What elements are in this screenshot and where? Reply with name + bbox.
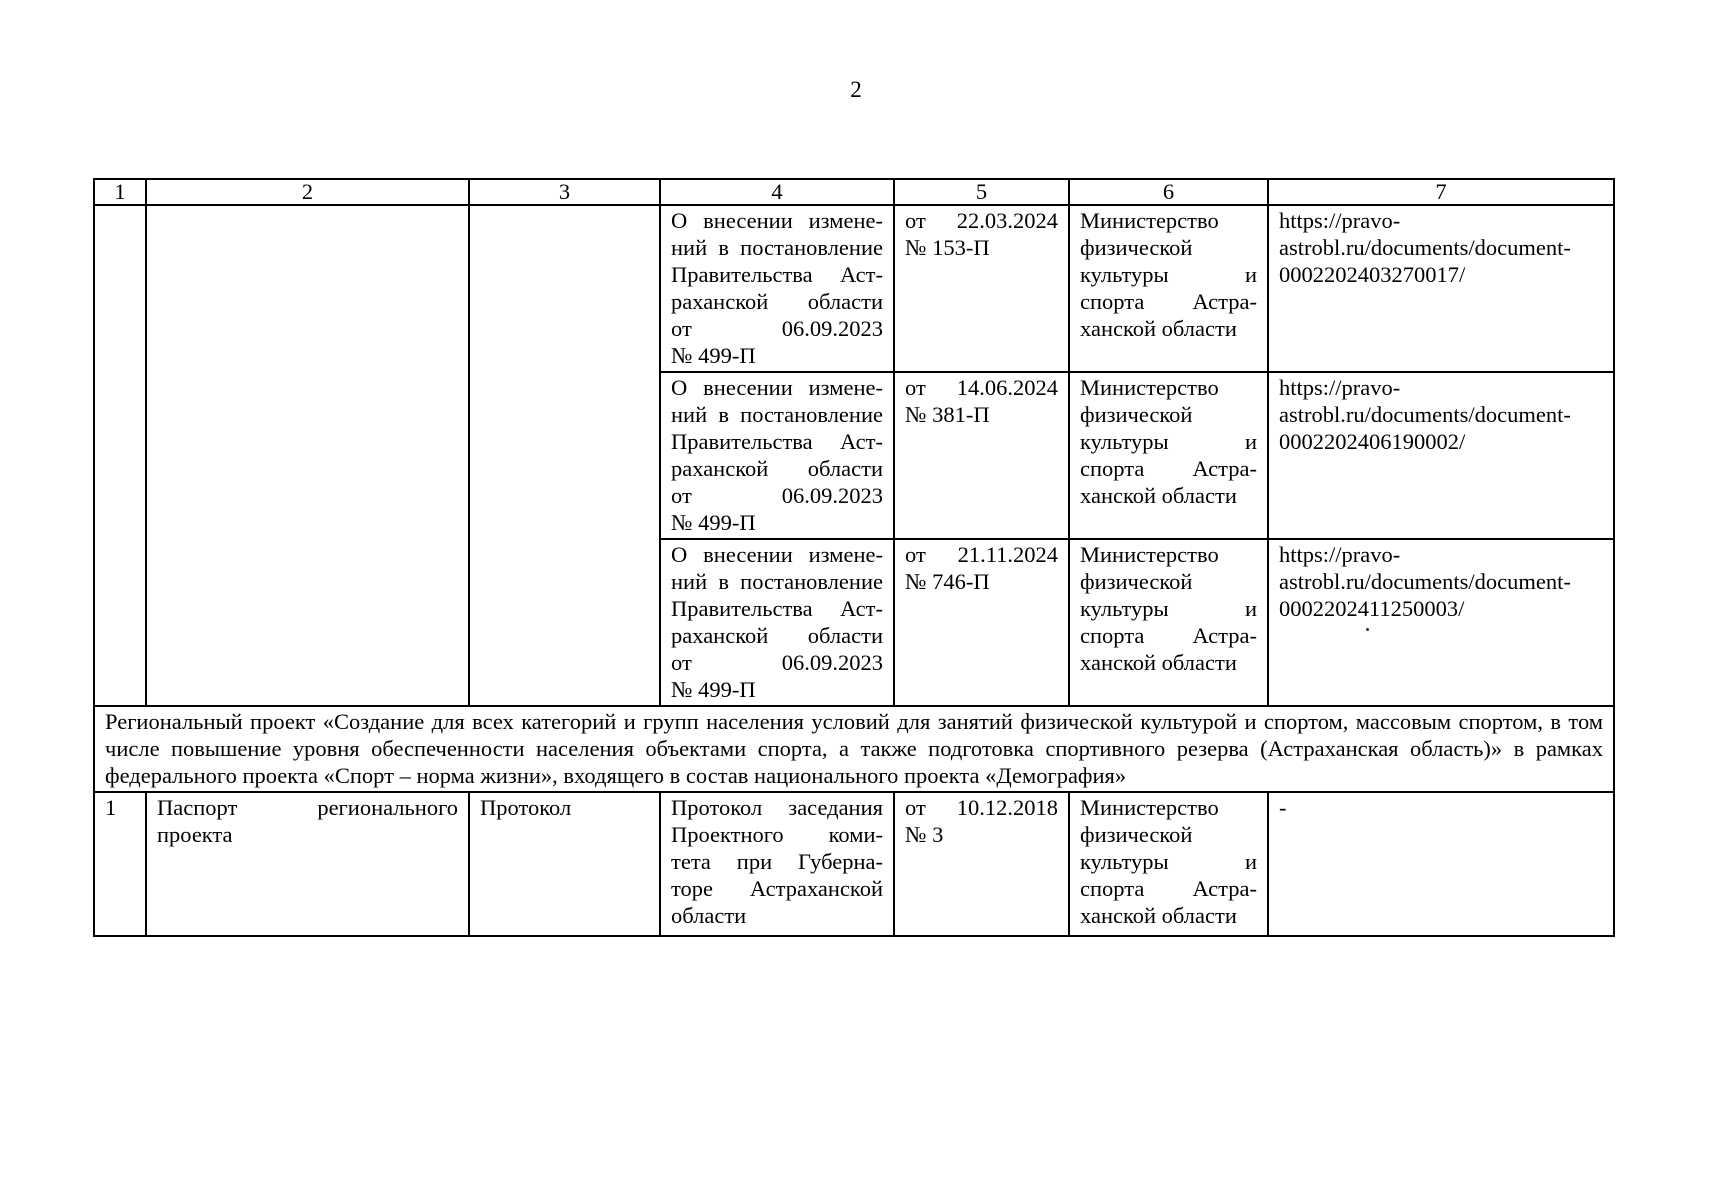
responsible-ministry-cell: Министерство физической культуры и спорта Астра- ханской области [1069,792,1268,936]
responsible-ministry-cell: Министерство физической культуры и спорта Астра- ханской области [1069,372,1268,539]
document-link[interactable]: https://pravo- astrobl.ru/documents/document- 0002202411250003/ [1268,539,1614,706]
document-title-cell: О внесении измене- ний в постановление Правительства Аст- раханской области от 06.09.2023 № 499-П [660,205,894,372]
column-number: 6 [1069,179,1268,205]
document-date-cell: от 22.03.2024 № 153-П [894,205,1069,372]
column-number: 3 [469,179,660,205]
column-number: 1 [94,179,146,205]
column-number-row [94,179,1614,205]
empty-number-cell [94,205,146,706]
documents-table [93,178,1615,937]
document-date-cell: от 10.12.2018 № 3 [894,792,1069,936]
row-number-cell: 1 [94,792,146,936]
document-date-cell: от 21.11.2024 № 746-П [894,539,1069,706]
table-row [94,205,1614,372]
document-date-cell: от 14.06.2024 № 381-П [894,372,1069,539]
document-title-cell: Протокол заседания Проектного коми- тета при Губерна- торе Астраханской области [660,792,894,936]
column-number: 5 [894,179,1069,205]
document-link[interactable]: https://pravo- astrobl.ru/documents/document- 0002202403270017/ [1268,205,1614,372]
document-link-cell: - [1268,792,1614,936]
responsible-ministry-cell: Министерство физической культуры и спорта Астра- ханской области [1069,539,1268,706]
table-row [94,792,1614,936]
section-row [94,706,1614,792]
document-type-cell: Протокол [469,792,660,936]
document-link[interactable]: https://pravo- astrobl.ru/documents/document- 0002202406190002/ [1268,372,1614,539]
column-number: 2 [146,179,469,205]
document-title-cell: О внесении измене- ний в постановление Правительства Аст- раханской области от 06.09.2023 № 499-П [660,539,894,706]
empty-type-cell [469,205,660,706]
regional-project-heading: Региональный проект «Создание для всех категорий и групп населения условий для занятий физической культурой и спортом, массовым спортом, в том числе повышение уровня обеспеченности населения объектами спорта, а также подготовка спортивного резерва (Астраханская область)» в рамках федерального проекта «Спорт – норма жизни», входящего в состав национального проекта «Демография» [94,706,1614,792]
column-number: 4 [660,179,894,205]
responsible-ministry-cell: Министерство физической культуры и спорта Астра- ханской области [1069,205,1268,372]
page-number: 2 [850,77,862,102]
empty-name-cell [146,205,469,706]
scan-speck [1366,628,1369,631]
document-title-cell: О внесении измене- ний в постановление Правительства Аст- раханской области от 06.09.2023 № 499-П [660,372,894,539]
document-name-cell: Паспорт регионального проекта [146,792,469,936]
column-number: 7 [1268,179,1614,205]
